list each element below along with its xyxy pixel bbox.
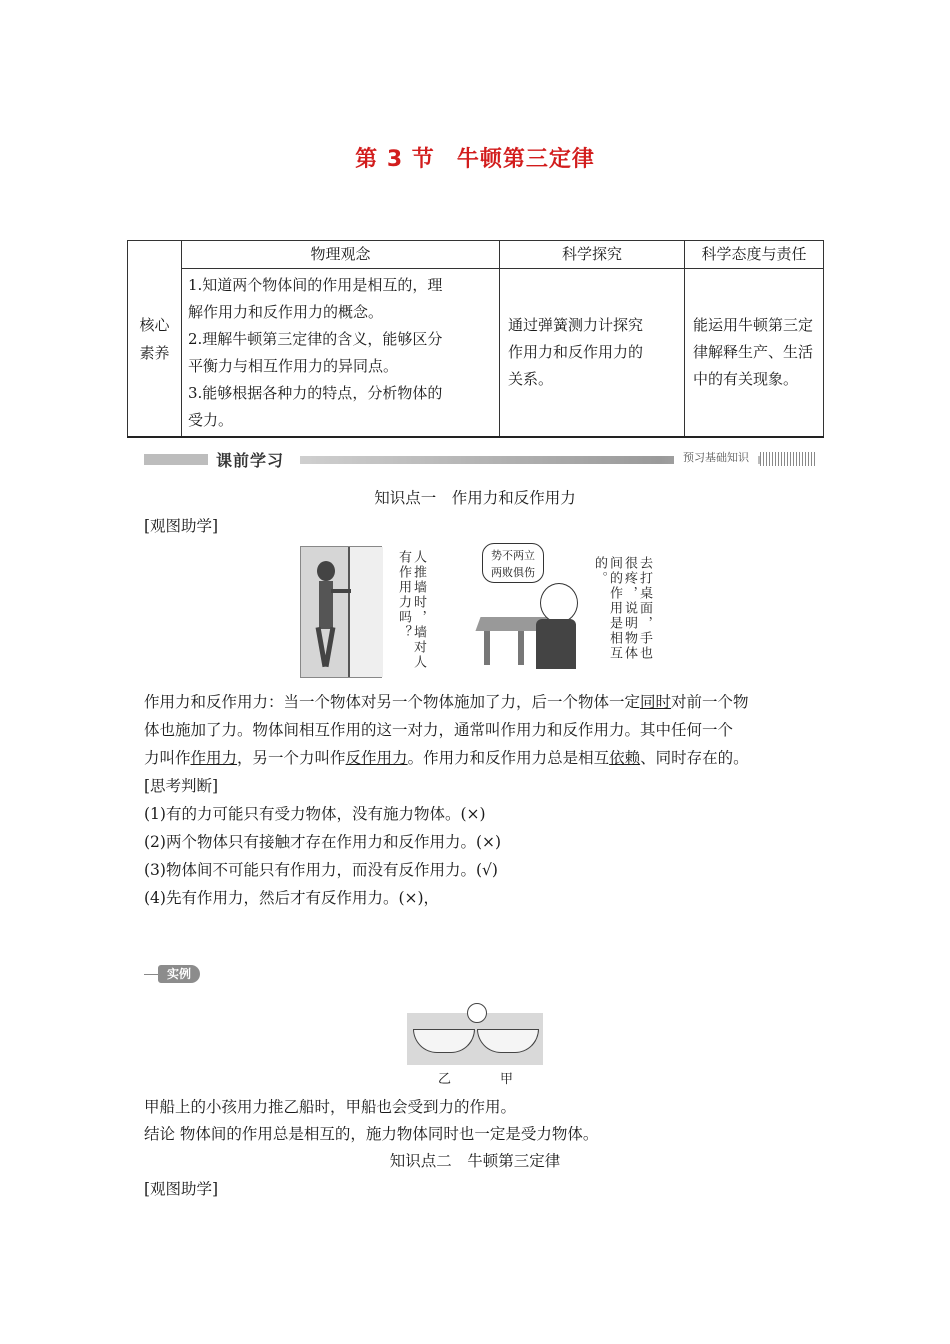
side-label: 核心 素养 <box>128 241 182 437</box>
figure-hit-table-caption: 去打桌面，手也很疼，说明物体间的作用是相互的。 <box>592 556 652 661</box>
section-name: 牛顿第三定律 <box>456 147 595 172</box>
banner-label: 课前学习 <box>216 451 285 470</box>
scientific-inquiry-cell: 通过弹簧测力计探究 作用力和反作用力的 关系。 <box>500 269 685 437</box>
figure-hit-table <box>478 543 602 673</box>
section-number: 第 3 节 <box>355 147 435 172</box>
kp2-sub: [观图助学] <box>144 1180 219 1198</box>
section-banner <box>144 451 816 470</box>
judge-item: (1)有的力可能只有受力物体，没有施力物体。(×) <box>144 805 486 823</box>
blank-action-force: 作用力 <box>190 749 238 767</box>
example-rule <box>144 974 158 975</box>
boat-label-right: 甲 <box>500 1072 514 1087</box>
page-title <box>0 142 950 173</box>
header-scientific-inquiry: 科学探究 <box>500 241 685 269</box>
speech-bubble: 势不两立 两败俱伤 <box>482 543 544 583</box>
judge-item: (4)先有作用力，然后才有反作用力。(×)， <box>144 889 440 907</box>
banner-bar-left <box>144 454 208 465</box>
blank-simultaneous: 同时 <box>640 693 672 711</box>
attitude-responsibility-cell: 能运用牛顿第三定 律解释生产、生活 中的有关现象。 <box>685 269 824 437</box>
blank-reaction-force: 反作用力 <box>345 749 408 767</box>
header-physics-concept: 物理观念 <box>182 241 500 269</box>
boat-yi <box>413 1029 475 1053</box>
judge-heading: [思考判断] <box>144 777 219 795</box>
figure-boats <box>407 1013 543 1065</box>
example-tag: 实例 <box>158 965 200 983</box>
banner-tag: 预习基础知识 <box>674 450 758 466</box>
judge-item: (2)两个物体只有接触才存在作用力和反作用力。(×) <box>144 833 502 851</box>
kid-icon <box>467 1003 487 1023</box>
boat-label-left: 乙 <box>438 1072 452 1087</box>
core-literacy-table <box>127 240 824 437</box>
judge-item: (3)物体间不可能只有作用力，而没有反作用力。(√) <box>144 861 498 879</box>
table-header-row <box>128 241 824 269</box>
figure-push-wall-caption: 人推墙时，墙对人有作用力吗？ <box>396 550 426 670</box>
figure-push-wall <box>300 546 382 678</box>
header-attitude-responsibility: 科学态度与责任 <box>685 241 824 269</box>
table-body-row <box>128 269 824 437</box>
table-bottom-rule <box>127 436 824 438</box>
kp1-heading: 知识点一 作用力和反作用力 <box>374 489 576 507</box>
example-conclusion: 结论 物体间的作用总是相互的，施力物体同时也一定是受力物体。 <box>144 1125 599 1143</box>
example-line1: 甲船上的小孩用力推乙船时，甲船也会受到力的作用。 <box>144 1098 517 1116</box>
banner-stripes <box>760 452 816 466</box>
kp1-paragraph: 作用力和反作用力：当一个物体对另一个物体施加了力，后一个物体一定同时对前一个物 体也施加了力。物体间相互作用的这一对力，通常叫作用力和反作用力。其中任何一个 力叫作作用力，另一个力叫作反作用力。作用力和反作用力总是相互依赖、同时存在的。 [思考判断] (1)有的力可能只有受力物体，没有施力物体。(×) (2)两个物体只有接触才存在作用力和反作用力。(×) (3)物体间不可能只有作用力，而没有反作用力。(√) (4)先有作用力，然后才有反作用力。(×)， <box>144 688 824 912</box>
kp2-heading: 知识点二 牛顿第三定律 <box>389 1152 561 1170</box>
boat-jia <box>477 1029 539 1053</box>
blank-depend: 依赖 <box>609 749 641 767</box>
physics-concept-cell: 1.知道两个物体间的作用是相互的，理 解作用力和反作用力的概念。 2.理解牛顿第三定律的含义，能够区分 平衡力与相互作用力的异同点。 3.能够根据各种力的特点，分析物体的 受力。 <box>182 269 500 437</box>
kp1-sub: [观图助学] <box>144 517 219 535</box>
